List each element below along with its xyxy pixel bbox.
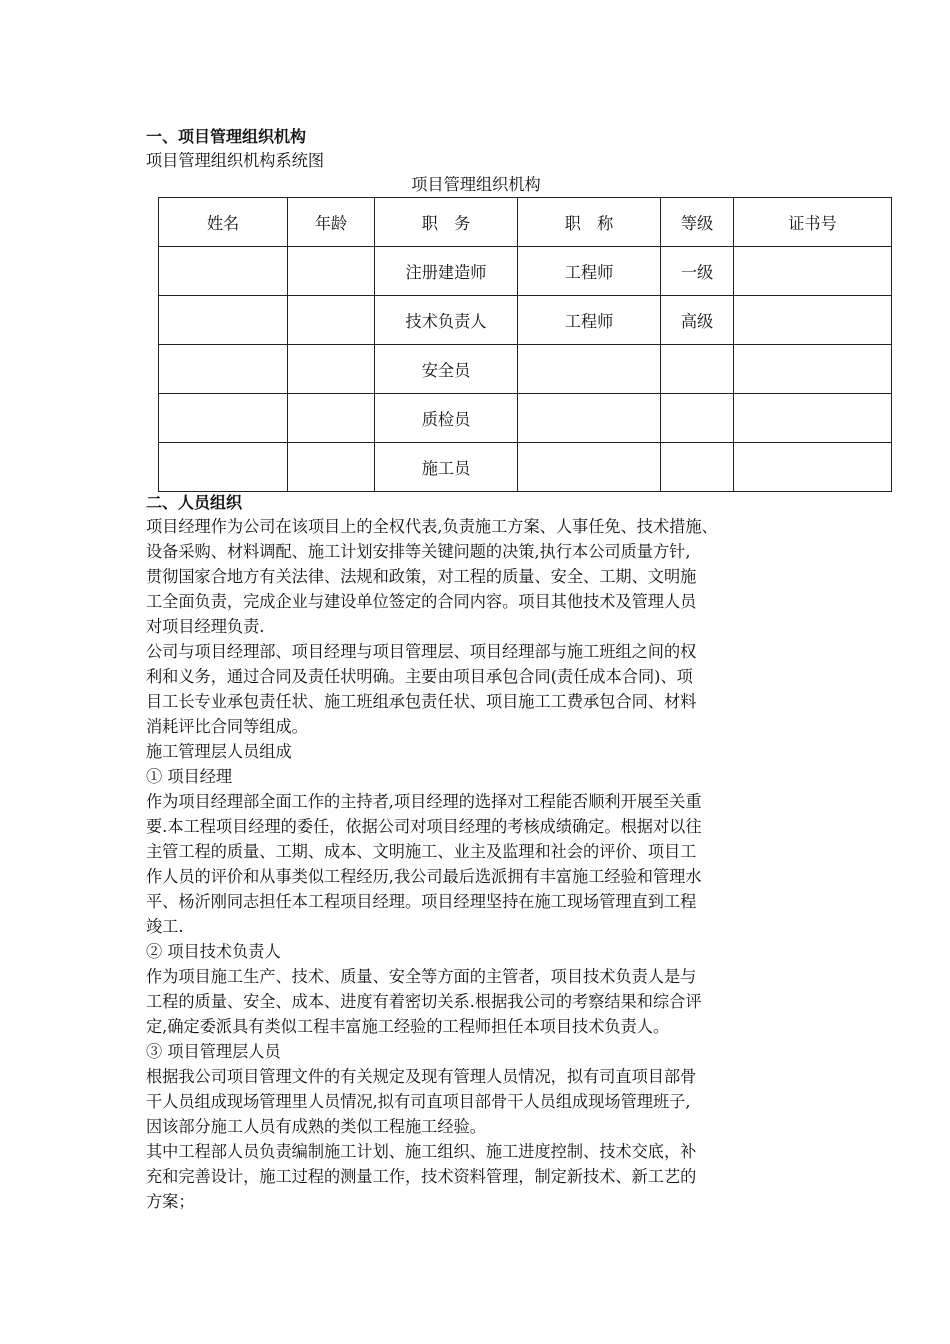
body-line: 消耗评比合同等组成。	[146, 717, 308, 736]
body-line: ① 项目经理	[146, 767, 233, 786]
body-line: 方案；	[146, 1192, 195, 1211]
table-cell	[661, 443, 734, 492]
table-cell	[288, 247, 375, 296]
table-cell	[288, 394, 375, 443]
body-line: 施工管理层人员组成	[146, 742, 292, 761]
table-cell: 安全员	[375, 345, 518, 394]
body-line: ③ 项目管理层人员	[146, 1042, 281, 1061]
table-caption: 项目管理组织机构	[411, 175, 541, 194]
personnel-body	[146, 514, 846, 1214]
table-cell: 施工员	[375, 443, 518, 492]
table-cell	[518, 345, 661, 394]
table-cell: 一级	[661, 247, 734, 296]
table-cell	[288, 443, 375, 492]
table-row	[159, 247, 892, 296]
table-cell: 工程师	[518, 247, 661, 296]
table-cell	[159, 247, 288, 296]
body-line: 作人员的评价和从事类似工程经历,我公司最后选派拥有丰富施工经验和管理水	[146, 867, 702, 886]
header-cell: 证书号	[734, 198, 892, 247]
body-line: 主管工程的质量、工期、成本、文明施工、业主及监理和社会的评价、项目工	[146, 842, 697, 861]
section-heading-personnel: 二、人员组织	[146, 493, 243, 512]
body-line: 作为项目施工生产、技术、质量、安全等方面的主管者，项目技术负责人是与	[146, 967, 697, 986]
table-cell	[159, 296, 288, 345]
body-line: 竣工.	[146, 917, 184, 936]
table-cell	[734, 443, 892, 492]
table-row	[159, 394, 892, 443]
body-line: 贯彻国家合地方有关法律、法规和政策，对工程的质量、安全、工期、文明施	[146, 567, 697, 586]
table-header-row	[159, 198, 892, 247]
table-cell: 注册建造师	[375, 247, 518, 296]
table-cell: 高级	[661, 296, 734, 345]
body-line: 要.本工程项目经理的委任，依据公司对项目经理的考核成绩确定。根据对以往	[146, 817, 702, 836]
body-line: 利和义务，通过合同及责任状明确。主要由项目承包合同(责任成本合同)、项	[146, 667, 693, 686]
header-cell: 职 称	[518, 198, 661, 247]
body-line: 设备采购、材料调配、施工计划安排等关键问题的决策,执行本公司质量方针,	[146, 542, 691, 561]
table-cell	[159, 443, 288, 492]
body-line: 工全面负责，完成企业与建设单位签定的合同内容。项目其他技术及管理人员	[146, 592, 697, 611]
table-row	[159, 345, 892, 394]
table-row	[159, 296, 892, 345]
table-cell	[734, 296, 892, 345]
body-line: 工程的质量、安全、成本、进度有着密切关系.根据我公司的考察结果和综合评	[146, 992, 702, 1011]
org-table	[158, 197, 892, 492]
table-cell	[518, 394, 661, 443]
table-row	[159, 443, 892, 492]
header-cell: 年龄	[288, 198, 375, 247]
body-line: 公司与项目经理部、项目经理与项目管理层、项目经理部与施工班组之间的权	[146, 642, 697, 661]
header-cell: 等级	[661, 198, 734, 247]
body-line: 因该部分施工人员有成熟的类似工程施工经验。	[146, 1117, 486, 1136]
body-line: 干人员组成现场管理里人员情况,拟有司直项目部骨干人员组成现场管理班子,	[146, 1092, 691, 1111]
table-cell	[288, 345, 375, 394]
body-line: 根据我公司项目管理文件的有关规定及现有管理人员情况，拟有司直项目部骨	[146, 1067, 697, 1086]
body-line: 平、杨沂刚同志担任本工程项目经理。项目经理坚持在施工现场管理直到工程	[146, 892, 697, 911]
body-line: ② 项目技术负责人	[146, 942, 281, 961]
section-heading-org: 一、项目管理组织机构	[146, 127, 307, 146]
table-cell	[159, 394, 288, 443]
table-cell	[734, 247, 892, 296]
table-cell	[159, 345, 288, 394]
header-cell: 姓名	[159, 198, 288, 247]
body-line: 对项目经理负责.	[146, 617, 265, 636]
table-cell	[661, 345, 734, 394]
table-cell: 工程师	[518, 296, 661, 345]
org-chart-subtitle: 项目管理组织机构系统图	[146, 151, 325, 170]
table-cell	[518, 443, 661, 492]
document-page	[146, 126, 846, 1214]
table-cell	[288, 296, 375, 345]
body-line: 项目经理作为公司在该项目上的全权代表,负责施工方案、人事任免、技术措施、	[146, 517, 718, 536]
header-cell: 职 务	[375, 198, 518, 247]
body-line: 其中工程部人员负责编制施工计划、施工组织、施工进度控制、技术交底，补	[146, 1142, 697, 1161]
body-line: 目工长专业承包责任状、施工班组承包责任状、项目施工工费承包合同、材料	[146, 692, 697, 711]
table-cell	[734, 394, 892, 443]
table-cell	[661, 394, 734, 443]
table-cell: 质检员	[375, 394, 518, 443]
table-cell: 技术负责人	[375, 296, 518, 345]
body-line: 作为项目经理部全面工作的主持者,项目经理的选择对工程能否顺利开展至关重	[146, 792, 702, 811]
body-line: 定,确定委派具有类似工程丰富施工经验的工程师担任本项目技术负责人。	[146, 1017, 670, 1036]
table-cell	[734, 345, 892, 394]
body-line: 充和完善设计，施工过程的测量工作，技术资料管理，制定新技术、新工艺的	[146, 1167, 697, 1186]
